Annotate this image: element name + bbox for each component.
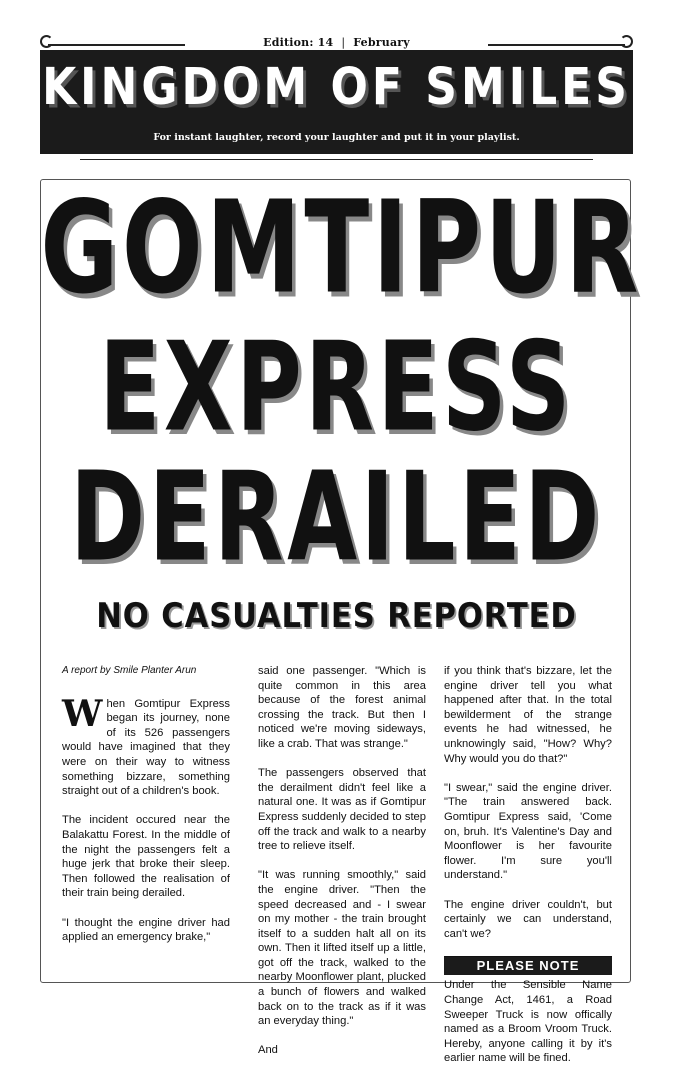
article-paragraph: "It was running smoothly," said the engine driver. "Then the speed decreased and - I swear on my mother - the train brought itself to a sudden halt all on its own. Then it lifted itself up a little, got off the track, walked to the nearby Moonflower plant, plucked a bunch of flowers and walked back on to the track as if it was an everyday thing." bbox=[258, 869, 426, 1028]
masthead-title: KINGDOM OF SMILES bbox=[42, 58, 631, 117]
edition-number: Edition: 14 bbox=[263, 36, 334, 49]
article-column-2 bbox=[258, 664, 426, 1073]
article-paragraph-continued: if you think that's bizzare, let the engine driver tell you what happened after that. In the total bewilderment of the strange events he had witnessed, he unknowingly said, "How? Why? Why would you do that?" bbox=[444, 665, 612, 765]
paragraph-text: hen Gomtipur Express began its journey, none of its 526 passengers would have imagined that they were on their way to witness something bizzare, something straight out of a children's book. bbox=[62, 697, 230, 798]
byline: A report by Smile Planter Arun bbox=[62, 665, 197, 676]
article-paragraph: And bbox=[258, 1044, 278, 1057]
headline-line-2: EXPRESS bbox=[99, 315, 574, 459]
article-column-3 bbox=[444, 664, 612, 1081]
masthead-divider bbox=[80, 159, 593, 160]
article-paragraph-continued: said one passenger. "Which is quite common in this area because of the forest animal crossing the track. But then I noticed we're moving sideways, like a crab. That was strange." bbox=[258, 665, 426, 750]
article-paragraph: The engine driver couldn't, but certainly we can understand, can't we? bbox=[444, 898, 612, 940]
edition-month: February bbox=[353, 36, 410, 49]
masthead-tagline: For instant laughter, record your laughter and put it in your playlist. bbox=[153, 132, 520, 143]
drop-cap: W bbox=[62, 692, 103, 735]
article-paragraph: "I swear," said the engine driver. "The train answered back. Gomtipur Express said, 'Come on, bruh. It's Valentine's Day and Moonflower is her favourite flower. I'm sure you'll understand." bbox=[444, 781, 612, 882]
headline-line-3: DERAILED bbox=[70, 445, 603, 589]
article-paragraph: "I thought the engine driver had applied an emergency brake," bbox=[62, 916, 230, 944]
article-paragraph: The passengers observed that the derailment didn't feel like a natural one. It was as if Gomtipur Express suddenly decided to step off the track and walk to a nearby tree to relieve itself. bbox=[258, 767, 426, 853]
please-note-text: Under the Sensible Name Change Act, 1461, a Road Sweeper Truck is now offically named as a Broom Vroom Truck. Hereby, anyone calling it by it's earlier name will be fined. bbox=[444, 979, 612, 1065]
right-scroll-ornament bbox=[620, 35, 633, 48]
edition-line bbox=[40, 36, 633, 49]
please-note-heading: PLEASE NOTE bbox=[444, 956, 612, 976]
edition-separator: | bbox=[341, 36, 346, 49]
article-paragraph: The incident occured near the Balakattu Forest. In the middle of the night the passengers felt a huge jerk that broke their sleep. Then followed the realisation of their train being derailed. bbox=[62, 814, 230, 900]
right-rule bbox=[488, 44, 625, 46]
article-paragraph bbox=[62, 692, 230, 799]
subheadline: NO CASUALTIES REPORTED bbox=[96, 596, 577, 636]
article-column-1 bbox=[62, 664, 230, 959]
headline-line-1: GOMTIPUR bbox=[40, 174, 643, 323]
masthead bbox=[40, 50, 633, 154]
